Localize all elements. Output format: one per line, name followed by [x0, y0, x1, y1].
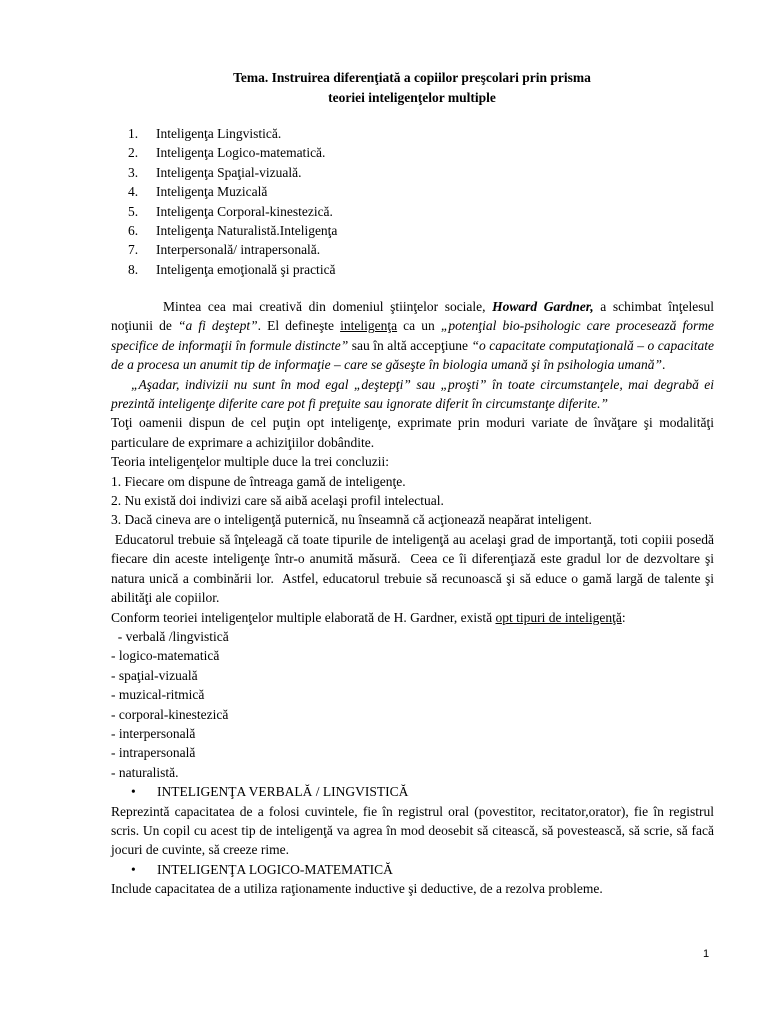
- paragraph-gardner-definition: Mintea cea mai creativă din domeniul ştiinţelor sociale, Howard Gardner, a schimbat înţelesul noţiunii de “a fi deştept”. El defineşte inteligenţa ca un „potenţial bio-psihologic care procesează forme specifice de informaţii în formule distincte” sau în altă accepţiune “o capacitate computaţională – o capacitate de a procesa un anumit tip de informaţie – care se găseşte în biologia umană şi în psihologia umană”.: [111, 299, 715, 373]
- dash-list-item: - spaţial-vizuală: [111, 667, 198, 683]
- dash-list-item: - intrapersonală: [111, 745, 196, 761]
- conclusion-item: 1. Fiecare om dispune de întreaga gamă de inteligenţe.: [111, 473, 406, 489]
- intelligences-numbered-list: [128, 124, 337, 279]
- document-title: [110, 68, 714, 108]
- paragraph-eight-intelligences: Toţi oamenii dispun de cel puţin opt inteligenţe, exprimate prin moduri variate de învăţare şi modalităţi particulare de exprimare a achiziţiilor dobândite.: [111, 415, 714, 450]
- list-item: 6. Inteligenţa Naturalistă.Inteligenţa: [128, 222, 338, 238]
- dash-list-item: - interpersonală: [111, 725, 196, 741]
- bullet-icon: •: [131, 784, 136, 800]
- conclusion-item: 3. Dacă cineva are o inteligenţă puternică, nu înseamnă că acţionează neapărat inteligent.: [111, 512, 592, 528]
- list-item: 1. Inteligenţa Lingvistică.: [128, 126, 282, 141]
- dash-list-item: - corporal-kinestezică: [111, 706, 229, 722]
- list-item: 8. Inteligenţa emoţională şi practică: [128, 261, 336, 277]
- dash-list-item: - naturalistă.: [111, 764, 179, 780]
- bullet-icon: •: [131, 861, 136, 877]
- list-item: 5. Inteligenţa Corporal-kinestezică.: [128, 203, 333, 219]
- conclusion-item: 2. Nu există doi indivizi care să aibă acelaşi profil intelectual.: [111, 493, 444, 509]
- section-text-verbal: Reprezintă capacitatea de a folosi cuvintele, fie în registrul oral (povestitor, recitator,orator), fie în registrul scris. Un copil cu acest tip de inteligenţă va agrea în mod deosebit să citească, să povestească, să scrie, să facă jocuri de cuvinte, să creeze rime.: [111, 803, 714, 858]
- section-heading-verbal: • INTELIGENŢA VERBALĂ / LINGVISTICĂ: [111, 782, 714, 801]
- section-text-logic: Include capacitatea de a utiliza raţionamente inductive şi deductive, de a rezolva probleme.: [111, 881, 603, 897]
- title-line-2: teoriei inteligenţelor multiple: [328, 90, 496, 105]
- document-body: [111, 297, 718, 899]
- list-item: 3. Inteligenţa Spaţial-vizuală.: [128, 164, 302, 180]
- section-heading-logic: • INTELIGENŢA LOGICO-MATEMATICĂ: [111, 860, 714, 879]
- list-item: 2. Inteligenţa Logico-matematică.: [128, 145, 326, 161]
- dash-list-item: - verbală /lingvistică: [111, 628, 229, 644]
- dash-list-item: - muzical-ritmică: [111, 687, 205, 703]
- paragraph-gardner-types: Conform teoriei inteligenţelor multiple elaborată de H. Gardner, există opt tipuri de inteligenţă:: [111, 609, 626, 625]
- paragraph-quote: „Aşadar, indivizii nu sunt în mod egal „deştepţi” sau „proşti” în toate circumstanţele, mai degrabă ei prezintă inteligenţe diferite care pot fi preţuite sau ignorate diferit în circumstanţe diferite.”: [111, 376, 714, 412]
- list-item: 4. Inteligenţa Muzicală: [128, 184, 268, 200]
- list-item: 7. Interpersonală/ intrapersonală.: [128, 242, 321, 258]
- paragraph-educator: Educatorul trebuie să înţeleagă că toate tipurile de inteligenţă au acelaşi grad de importanţă, toti copiii posedă fiecare din aceste inteligenţe într-o anumită măsură. Ceea ce îi diferenţiază este gradul lor de dezvoltare şi natura unică a combinării lor. Astfel, educatorul trebuie să recunoască şi să educe o gamă largă de talente şi abilităţi ale copiilor.: [111, 531, 718, 606]
- title-line-1: Tema. Instruirea diferenţiată a copiilor preşcolari prin prisma: [233, 70, 591, 85]
- page-number: 1: [703, 948, 710, 960]
- dash-list-item: - logico-matematică: [111, 648, 220, 664]
- paragraph-conclusions-intro: Teoria inteligenţelor multiple duce la trei concluzii:: [111, 454, 389, 470]
